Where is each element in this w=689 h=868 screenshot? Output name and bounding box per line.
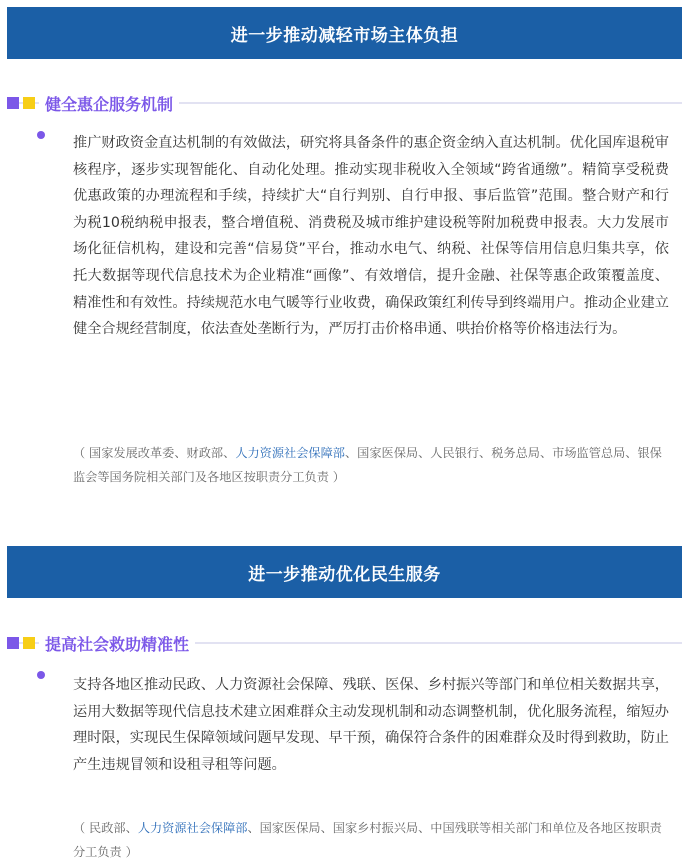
subheading-title: 提高社会救助精准性 xyxy=(39,632,195,655)
section-banner-title: 进一步推动减轻市场主体负担 xyxy=(230,25,459,46)
note-highlight-link[interactable]: 人力资源社会保障部 xyxy=(235,446,345,460)
bullet-dot-icon xyxy=(37,131,45,139)
yellow-square-icon xyxy=(23,637,35,649)
bullet-dot-icon xyxy=(37,671,45,679)
section-banner-title: 进一步推动优化民生服务 xyxy=(248,564,441,585)
section-subheading xyxy=(7,631,682,655)
responsibility-note xyxy=(73,816,669,864)
responsibility-note xyxy=(73,441,669,489)
purple-square-icon xyxy=(7,637,19,649)
note-highlight-link[interactable]: 人力资源社会保障部 xyxy=(137,821,248,835)
subheading-title: 健全惠企服务机制 xyxy=(39,92,179,115)
yellow-square-icon xyxy=(23,97,35,109)
body-paragraph: 支持各地区推动民政、人力资源社会保障、残联、医保、乡村振兴等部门和单位相关数据共享，运用大数据等现代信息技术建立困难群众主动发现机制和动态调整机制，优化服务流程，缩短办理时限，实现民生保障领域问题早发现、早干预，确保符合条件的困难群众及时得到救助，防止产生违规冒领和设租寻租等问题。 xyxy=(73,677,669,773)
body-paragraph: 推广财政资金直达机制的有效做法，研究将具备条件的惠企资金纳入直达机制。优化国库退税审核程序，逐步实现智能化、自动化处理。推动实现非税收入全领域“跨省通缴”。精简享受税费优惠政策的办理流程和手续，持续扩大“自行判别、自行申报、事后监管”范围。整合财产和行为税10税纳税申报表，整合增值税、消费税及城市维护建设税等附加税费申报表。大力发展市场化征信机构，建设和完善“信易贷”平台，推动水电气、纳税、社保等信用信息归集共享，依托大数据等现代信息技术为企业精准“画像”、有效增信，提升金融、社保等惠企政策覆盖度、精准性和有效性。持续规范水电气暖等行业收费，确保政策红利传导到终端用户。推动企业建立健全合规经营制度，依法查处垄断行为，严厉打击价格串通、哄抬价格等价格违法行为。 xyxy=(73,135,669,338)
section-banner xyxy=(7,546,682,598)
note-text: （ 国家发展改革委、财政部、 xyxy=(73,446,236,460)
section-subheading xyxy=(7,91,682,115)
note-text: （ 民政部、 xyxy=(73,821,138,835)
note-text: 、国家医保局、国家乡村振兴局、中国残联等相关部门和单位及各地区按职责分工负责 ） xyxy=(73,821,662,859)
note-text: 、国家医保局、人民银行、税务总局、市场监管总局、银保监会等国务院相关部门及各地区按职责分工负责 ） xyxy=(73,446,662,484)
section-banner xyxy=(7,7,682,59)
purple-square-icon xyxy=(7,97,19,109)
